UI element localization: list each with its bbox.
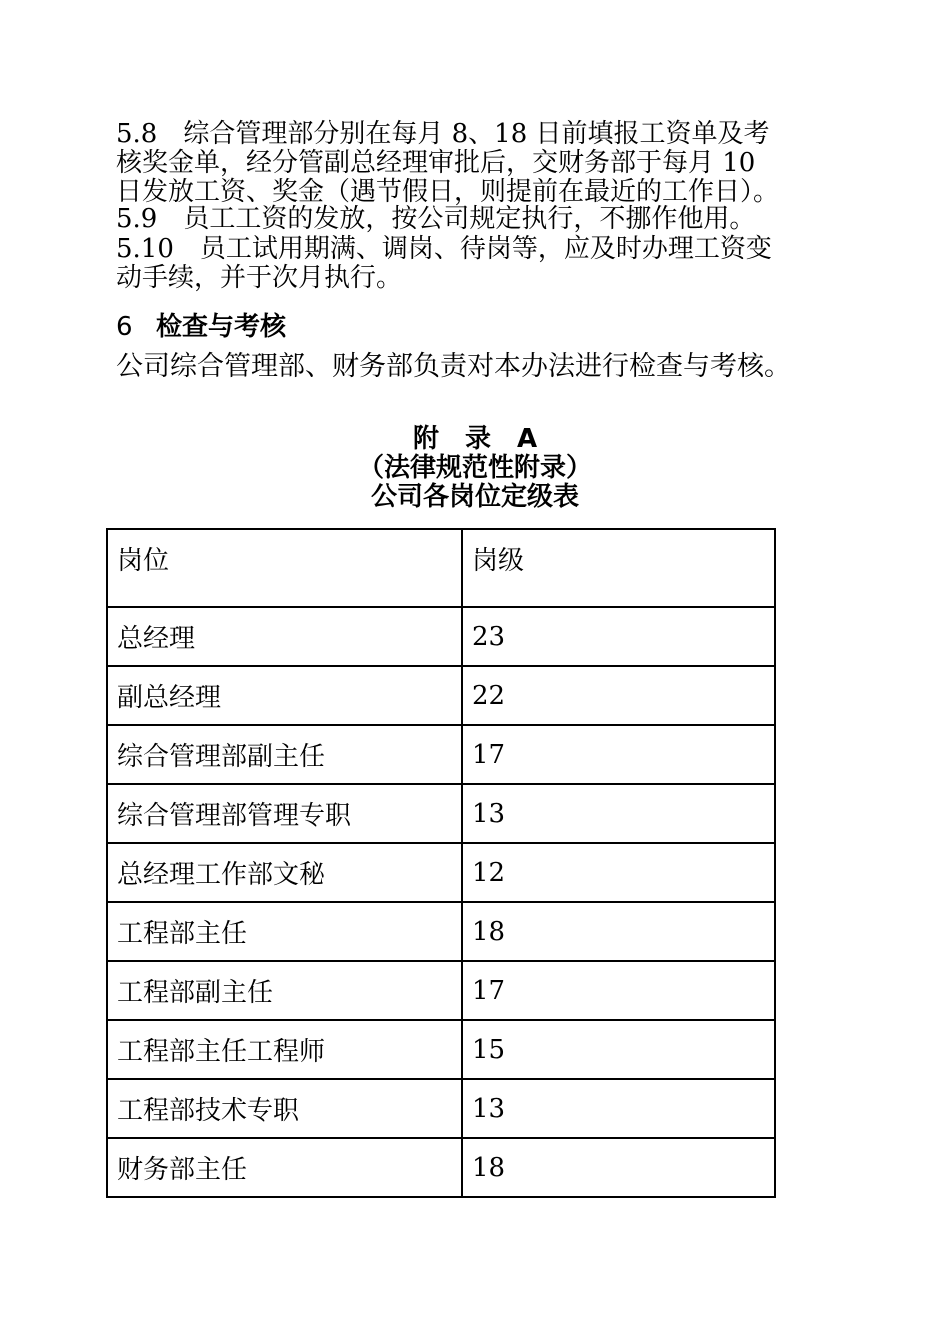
cell-grade: 13 bbox=[462, 784, 775, 843]
appendix-heading bbox=[300, 425, 650, 512]
header-position: 岗位 bbox=[107, 529, 462, 607]
clause-5-8 bbox=[116, 120, 846, 207]
table-row bbox=[107, 902, 775, 961]
cell-grade: 18 bbox=[462, 1138, 775, 1197]
cell-grade: 15 bbox=[462, 1020, 775, 1079]
cell-position: 总经理 bbox=[107, 607, 462, 666]
cell-grade: 22 bbox=[462, 666, 775, 725]
appendix-type: （法律规范性附录） bbox=[357, 453, 592, 483]
cell-position: 综合管理部管理专职 bbox=[107, 784, 462, 843]
table-row bbox=[107, 961, 775, 1020]
clause-5-10-line-1: 5.10 员工试用期满、调岗、待岗等，应及时办理工资变 bbox=[116, 234, 772, 264]
cell-grade: 18 bbox=[462, 902, 775, 961]
cell-grade: 23 bbox=[462, 607, 775, 666]
section-6-title: 检查与考核 bbox=[156, 312, 287, 342]
section-6-number: 6 bbox=[116, 312, 133, 342]
clause-5-9-text: 5.9 员工工资的发放，按公司规定执行，不挪作他用。 bbox=[116, 204, 756, 234]
table-row bbox=[107, 784, 775, 843]
position-grade-table bbox=[106, 528, 776, 1198]
cell-position: 总经理工作部文秘 bbox=[107, 843, 462, 902]
table-row bbox=[107, 666, 775, 725]
cell-grade: 13 bbox=[462, 1079, 775, 1138]
section-6-body: 公司综合管理部、财务部负责对本办法进行检查与考核。 bbox=[116, 351, 791, 382]
appendix-label: 附 录 A bbox=[412, 424, 538, 454]
clause-5-10 bbox=[116, 235, 772, 293]
cell-position: 工程部主任 bbox=[107, 902, 462, 961]
clause-5-8-line-3: 日发放工资、奖金（遇节假日，则提前在最近的工作日）。 bbox=[116, 177, 780, 207]
table-header-row bbox=[107, 529, 775, 607]
clause-5-8-line-2: 核奖金单，经分管副总经理审批后，交财务部于每月 10 bbox=[116, 148, 756, 178]
cell-position: 工程部技术专职 bbox=[107, 1079, 462, 1138]
table-row bbox=[107, 1079, 775, 1138]
table-row bbox=[107, 607, 775, 666]
clause-5-8-line-1: 5.8 综合管理部分别在每月 8、18 日前填报工资单及考 bbox=[116, 119, 770, 149]
table-row bbox=[107, 725, 775, 784]
clause-5-9 bbox=[116, 205, 755, 234]
table-row bbox=[107, 1138, 775, 1197]
cell-grade: 17 bbox=[462, 725, 775, 784]
cell-grade: 12 bbox=[462, 843, 775, 902]
table-row bbox=[107, 843, 775, 902]
cell-position: 工程部副主任 bbox=[107, 961, 462, 1020]
table-row bbox=[107, 1020, 775, 1079]
clause-5-10-line-2: 动手续，并于次月执行。 bbox=[116, 263, 403, 293]
cell-grade: 17 bbox=[462, 961, 775, 1020]
cell-position: 综合管理部副主任 bbox=[107, 725, 462, 784]
appendix-title: 公司各岗位定级表 bbox=[370, 482, 579, 512]
section-6-heading bbox=[116, 306, 286, 343]
cell-position: 副总经理 bbox=[107, 666, 462, 725]
cell-position: 财务部主任 bbox=[107, 1138, 462, 1197]
cell-position: 工程部主任工程师 bbox=[107, 1020, 462, 1079]
header-grade: 岗级 bbox=[462, 529, 775, 607]
